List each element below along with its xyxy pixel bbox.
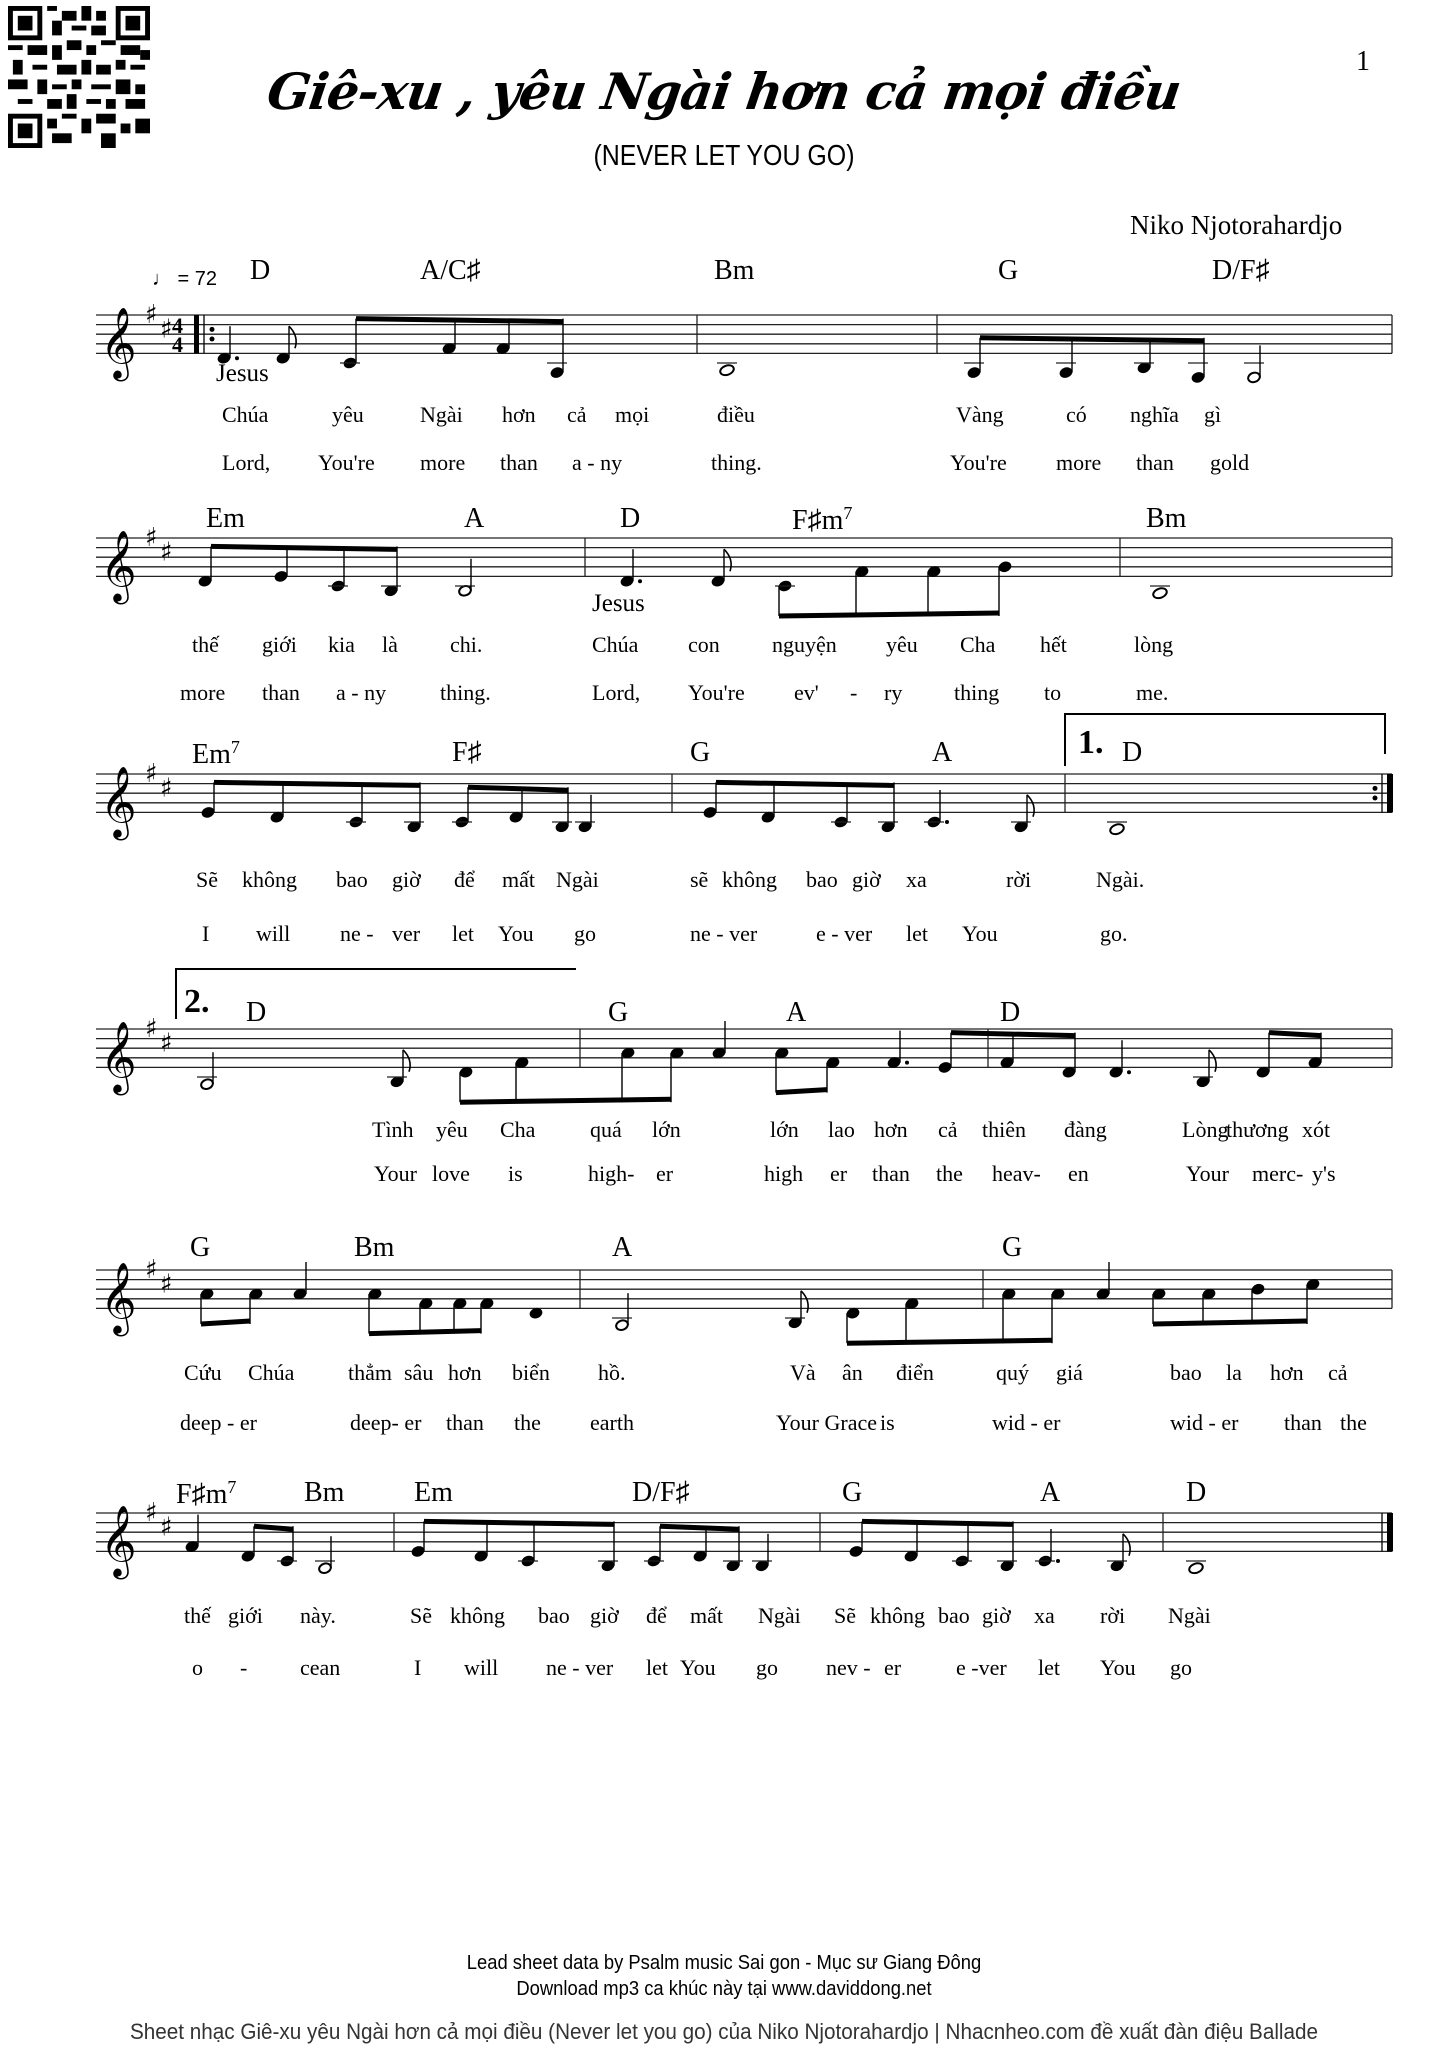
lyric-vi: Vàng [956, 402, 1004, 427]
beam [660, 1526, 739, 1529]
chord-symbol: G [998, 255, 1019, 286]
beam [779, 613, 999, 616]
lyric-en: thing [954, 680, 1000, 705]
volta-ending-label: 2. [184, 983, 210, 1020]
lyric-vi: Cứu [184, 1360, 222, 1385]
volta-bracket-1 [1065, 714, 1385, 766]
lyric-en: ne - [340, 921, 374, 946]
lyric-en: I [202, 921, 210, 946]
tempo-marking: ♩ = 72 [152, 268, 218, 290]
lyric-en: than [1136, 450, 1174, 475]
lyric-en: nev - [826, 1655, 871, 1680]
footer-credit-line1: Lead sheet data by Psalm music Sai gon - Mục sư Giang Đông [466, 1952, 982, 1974]
lyric-vi: cả [567, 402, 587, 427]
lyric-en: You [962, 921, 998, 946]
lyric-en: I [414, 1655, 422, 1680]
lyric-en: You're [318, 450, 375, 475]
lyric-vi: hơn [874, 1117, 908, 1142]
chord-symbol: G [190, 1232, 211, 1263]
lyric-en: let [452, 921, 474, 946]
lyric-vi: Ngài [1168, 1603, 1211, 1628]
chord-symbol: A/C♯ [420, 255, 481, 286]
chord-symbol: G [690, 737, 711, 768]
lyric-en: thing. [440, 680, 491, 705]
chord-symbol: $F♯m^7$ [176, 1477, 237, 1510]
lyric-en: Lord, [592, 680, 641, 705]
sharp-icon: ♯ [145, 1255, 158, 1285]
chord-symbol: D [250, 255, 271, 286]
footer-seo-line: Sheet nhạc Giê-xu yêu Ngài hơn cả mọi điều (Never let you go) của Niko Njotorahardjo | Nhacnheo.com đề xuất đàn điệu Ballade [129, 2019, 1319, 2044]
note-head [1109, 822, 1125, 835]
lyric-vi: bao [538, 1603, 570, 1628]
song-subtitle: (NEVER LET YOU GO) [593, 140, 855, 172]
chord-symbol: A [932, 737, 953, 768]
chord-symbol: Bm [354, 1232, 395, 1263]
sharp-icon: ♯ [145, 300, 158, 330]
lyric-en: ev' [794, 680, 819, 705]
lyric-en: en [1068, 1161, 1089, 1186]
note-head [998, 560, 1012, 573]
lyric-vi: ân [842, 1360, 863, 1385]
lyric-en: heav- [992, 1161, 1041, 1186]
chord-symbol: Em [206, 503, 245, 534]
lyric-vi: này. [300, 1603, 336, 1628]
lyric-vi: kia [328, 632, 355, 657]
lyric-en: cean [300, 1655, 341, 1680]
chord-symbol: A [464, 503, 485, 534]
note-head [1247, 371, 1261, 384]
chord-symbol: D [1122, 737, 1143, 768]
lyric-vi: mất [690, 1603, 723, 1628]
lyric-vi: yêu [332, 402, 364, 427]
lyric-en: Lord, [222, 450, 271, 475]
chord-symbol: D/F♯ [1212, 255, 1270, 286]
lyric-en: - [850, 680, 858, 705]
lyric-en: go [574, 921, 596, 946]
lyric-vi: thẳm [348, 1360, 392, 1385]
note-head [703, 806, 717, 819]
sharp-icon: ♯ [160, 537, 173, 568]
note-head [938, 1061, 952, 1074]
chord-symbol: G [1002, 1232, 1023, 1263]
lyric-vi: Ngài [556, 867, 599, 892]
chord-symbol: Em [414, 1477, 453, 1508]
lyric-vi: giới [262, 632, 297, 657]
note-head [1191, 371, 1205, 384]
note-head [615, 1319, 629, 1332]
lyric-vi: để [454, 867, 475, 892]
note-head [411, 1545, 425, 1558]
lyric-vi: xa [906, 867, 927, 892]
lyric-vi: thế [192, 632, 219, 657]
lyric-en: let [906, 921, 928, 946]
lyric-en: me. [1136, 680, 1169, 705]
lyric-vi: thế [184, 1603, 211, 1628]
lyric-vi: yêu [886, 632, 918, 657]
note-head [274, 570, 288, 583]
lyric-vi: Tình [372, 1117, 414, 1142]
staff-system [0, 684, 1448, 884]
beam [254, 1526, 293, 1529]
lyric-vi: không [242, 867, 297, 892]
chord-symbol: Em$^7$ [192, 737, 240, 770]
lyric-vi: Cha [500, 1117, 536, 1142]
staff-system [0, 1423, 1448, 1623]
volta-bracket-2 [176, 969, 576, 1019]
lyric-en: Your Grace [776, 1410, 878, 1435]
page-number: 1 [1356, 46, 1370, 77]
lyric-vi: gì [1204, 402, 1222, 427]
chord-symbol: G [842, 1477, 863, 1508]
beam [468, 787, 568, 790]
lyric-vi: cả [938, 1117, 958, 1142]
lyric-vi: hơn [1270, 1360, 1304, 1385]
note-head [318, 1562, 332, 1575]
lyric-vi: giờ [852, 867, 881, 892]
sharp-icon: ♯ [160, 773, 173, 804]
staff-system [0, 939, 1448, 1139]
lyric-en: You're [950, 450, 1007, 475]
song-title: Giê-xu , yêu Ngài hơn cả mọi điều [263, 62, 1185, 121]
lyric-vi: Sẽ [410, 1603, 432, 1628]
lyric-en: You [1100, 1655, 1136, 1680]
footer-credit-line2: Download mp3 ca khúc này tại www.daviddong.net [516, 1978, 932, 2000]
beam [980, 338, 1204, 341]
lyric-vi: mọi [615, 402, 650, 427]
lyric-en: let [646, 1655, 668, 1680]
lyric-en: to [1044, 680, 1062, 705]
chord-symbol: A [1040, 1477, 1061, 1508]
lyric-en: than [262, 680, 300, 705]
sharp-icon: ♯ [145, 1498, 158, 1528]
lyric-en: go [756, 1655, 778, 1680]
lyric-vi: điều [717, 402, 755, 427]
footer-credit [58, 1950, 1390, 2002]
lyric-vi: bao [938, 1603, 970, 1628]
lyric-vi: chi. [450, 632, 483, 657]
lyric-vi: Sẽ [834, 1603, 856, 1628]
lyric-en: high [764, 1161, 804, 1186]
lyric-vi: Chúa [222, 402, 269, 427]
lyric-vi: quý [996, 1360, 1029, 1385]
beam [460, 1099, 671, 1102]
lyric-en: is [508, 1161, 523, 1186]
lyric-en: high- [588, 1161, 635, 1186]
note-head [201, 806, 215, 819]
lyric-vi: la [1226, 1360, 1242, 1385]
lyric-en: thing. [711, 450, 762, 475]
beam [211, 546, 397, 549]
lyric-vi: thương [1226, 1117, 1289, 1142]
lyric-vi: hết [1040, 632, 1067, 657]
chord-symbol: D [246, 997, 267, 1028]
lyric-vi: giá [1056, 1360, 1083, 1385]
beam [1269, 1033, 1321, 1036]
sharp-icon: ♯ [145, 759, 158, 789]
chord-symbol: D/F♯ [632, 1477, 690, 1508]
time-signature: 4 [172, 332, 183, 357]
lyric-en: ne - ver [690, 921, 758, 946]
lyric-vi: Và [790, 1360, 816, 1385]
beam [369, 1331, 481, 1334]
lyric-vi: bao [336, 867, 368, 892]
lyric-vi: lớn [770, 1117, 799, 1142]
note-head [967, 366, 981, 379]
lyric-en: deep - er [180, 1410, 257, 1435]
chord-symbol: A [786, 997, 807, 1028]
lyric-vi: Chúa [248, 1360, 295, 1385]
beam [201, 1321, 250, 1324]
lyric-en: Your [1186, 1161, 1230, 1186]
beam [356, 319, 563, 322]
note-head [849, 1545, 863, 1558]
lyric-en: go [1170, 1655, 1192, 1680]
lyric-en: y's [1312, 1161, 1336, 1186]
lyric-en: Your [374, 1161, 418, 1186]
lyric-en: earth [590, 1410, 634, 1435]
note-head [719, 363, 735, 376]
lyric-vi: sâu [404, 1360, 434, 1385]
treble-clef-icon: 𝄞 [100, 764, 137, 838]
lyric-vi: Ngài. [1096, 867, 1145, 892]
beam [1153, 1321, 1307, 1324]
treble-clef-icon: 𝄞 [100, 528, 137, 602]
lyric-vi: quá [590, 1117, 622, 1142]
lyric-en: er [884, 1655, 902, 1680]
lyric-en: is [880, 1410, 895, 1435]
lyric-en: gold [1210, 450, 1250, 475]
lyric-vi: có [1066, 402, 1087, 427]
lyric-vi: không [722, 867, 777, 892]
lyric-en: deep- er [350, 1410, 422, 1435]
treble-clef-icon: 𝄞 [100, 305, 137, 379]
lyric-vi: cả [1328, 1360, 1348, 1385]
lyric-en: You [680, 1655, 716, 1680]
lyric-vi: điển [896, 1360, 934, 1385]
sharp-icon: ♯ [160, 1269, 173, 1300]
lyric-word: Jesus [216, 360, 269, 387]
beam [776, 1090, 827, 1093]
staff-system [0, 448, 1448, 648]
chord-symbol: F♯ [452, 737, 482, 768]
lyric-en: will [464, 1655, 499, 1680]
note-head [200, 1078, 214, 1091]
lyric-en: go. [1100, 921, 1128, 946]
volta-ending-label: 1. [1078, 724, 1104, 761]
chord-symbol: D [1186, 1477, 1207, 1508]
lyric-vi: giờ [392, 867, 421, 892]
lyric-word: Jesus [592, 590, 645, 617]
lyric-en: than [446, 1410, 484, 1435]
chord-symbol: A [612, 1232, 633, 1263]
lyric-en: the [1340, 1410, 1367, 1435]
sharp-icon: ♯ [160, 1028, 173, 1059]
lyric-en: e -ver [956, 1655, 1007, 1680]
lyric-en: more [180, 680, 226, 705]
lyric-vi: con [688, 632, 720, 657]
lyric-en: merc- [1252, 1161, 1304, 1186]
lyric-vi: để [646, 1603, 667, 1628]
lyric-vi: giới [228, 1603, 263, 1628]
lyric-vi: Chúa [592, 632, 639, 657]
beam [424, 1521, 614, 1524]
sharp-icon: ♯ [160, 314, 173, 345]
lyric-en: the [514, 1410, 541, 1435]
chord-symbol: D [1000, 997, 1021, 1028]
lyric-vi: nguyện [772, 632, 837, 657]
lyric-vi: hơn [502, 402, 536, 427]
lyric-vi: xót [1302, 1117, 1331, 1142]
lyric-vi: nghĩa [1130, 402, 1179, 427]
treble-clef-icon: 𝄞 [100, 1019, 137, 1093]
beam [716, 782, 894, 785]
lyric-vi: giờ [590, 1603, 619, 1628]
sharp-icon: ♯ [160, 1512, 173, 1543]
lyric-vi: xa [1034, 1603, 1055, 1628]
chord-symbol: Bm [714, 255, 755, 286]
chord-symbol: D [620, 503, 641, 534]
lyric-en: a - ny [336, 680, 387, 705]
lyric-en: er [830, 1161, 848, 1186]
sharp-icon: ♯ [145, 1014, 158, 1044]
beam [951, 1033, 1075, 1036]
lyric-vi: Ngài [758, 1603, 801, 1628]
chord-symbol: G [608, 997, 629, 1028]
lyric-en: the [936, 1161, 963, 1186]
lyric-vi: không [870, 1603, 925, 1628]
lyric-en: e - ver [816, 921, 873, 946]
lyric-en: ry [884, 680, 903, 705]
note-head [550, 366, 564, 379]
lyric-vi: sẽ [690, 867, 709, 892]
lyric-en: more [420, 450, 466, 475]
staff-system [0, 1180, 1448, 1380]
lyric-vi: không [450, 1603, 505, 1628]
note-head [1188, 1561, 1204, 1574]
lyric-vi: là [382, 632, 398, 657]
lyric-vi: Ngài [420, 402, 463, 427]
lyric-vi: rời [1100, 1603, 1126, 1628]
note-head [1059, 366, 1073, 379]
lyric-en: You [498, 921, 534, 946]
lyric-vi: giờ [982, 1603, 1011, 1628]
lyric-en: o [192, 1655, 203, 1680]
lyric-en: more [1056, 450, 1102, 475]
beam [862, 1521, 1013, 1524]
lyric-vi: hơn [448, 1360, 482, 1385]
note-head [1251, 1283, 1265, 1296]
treble-clef-icon: 𝄞 [100, 1260, 137, 1334]
lyric-vi: đàng [1064, 1117, 1107, 1142]
lyric-vi: yêu [436, 1117, 468, 1142]
lyric-vi: lớn [652, 1117, 681, 1142]
lyric-en: than [500, 450, 538, 475]
lyric-vi: lao [828, 1117, 855, 1142]
lyric-vi: lòng [1134, 632, 1174, 657]
chord-symbol: Bm [1146, 503, 1187, 534]
lyric-vi: thiên [982, 1117, 1026, 1142]
treble-clef-icon: 𝄞 [100, 1503, 137, 1577]
lyric-en: You're [688, 680, 745, 705]
lyric-en: a - ny [572, 450, 623, 475]
sharp-icon: ♯ [145, 523, 158, 553]
lyric-en: wid - er [992, 1410, 1061, 1435]
lyric-vi: Lòng [1182, 1117, 1229, 1142]
beam [214, 782, 420, 785]
time-signature: 4 [172, 313, 183, 338]
lyric-vi: Cha [960, 632, 996, 657]
lyric-en: ne - ver [546, 1655, 614, 1680]
lyric-vi: mất [502, 867, 535, 892]
note-head [1152, 586, 1168, 599]
lyric-vi: bao [1170, 1360, 1202, 1385]
composer: Niko Njotorahardjo [1130, 210, 1343, 240]
lyric-en: than [1284, 1410, 1322, 1435]
lyric-en: er [656, 1161, 674, 1186]
beam [847, 1340, 1052, 1343]
lyric-vi: bao [806, 867, 838, 892]
lyric-en: ver [392, 921, 421, 946]
lyric-vi: biển [512, 1360, 550, 1385]
lyric-en: - [240, 1655, 248, 1680]
lyric-vi: Sẽ [196, 867, 218, 892]
lyric-en: let [1038, 1655, 1060, 1680]
chord-symbol: Bm [304, 1477, 345, 1508]
lyric-en: will [256, 921, 291, 946]
lyric-vi: rời [1006, 867, 1032, 892]
lyric-en: than [872, 1161, 910, 1186]
chord-symbol: $F♯m^7$ [792, 503, 853, 536]
lyric-en: love [432, 1161, 470, 1186]
lyric-en: wid - er [1170, 1410, 1239, 1435]
lyric-vi: hồ. [598, 1360, 626, 1385]
